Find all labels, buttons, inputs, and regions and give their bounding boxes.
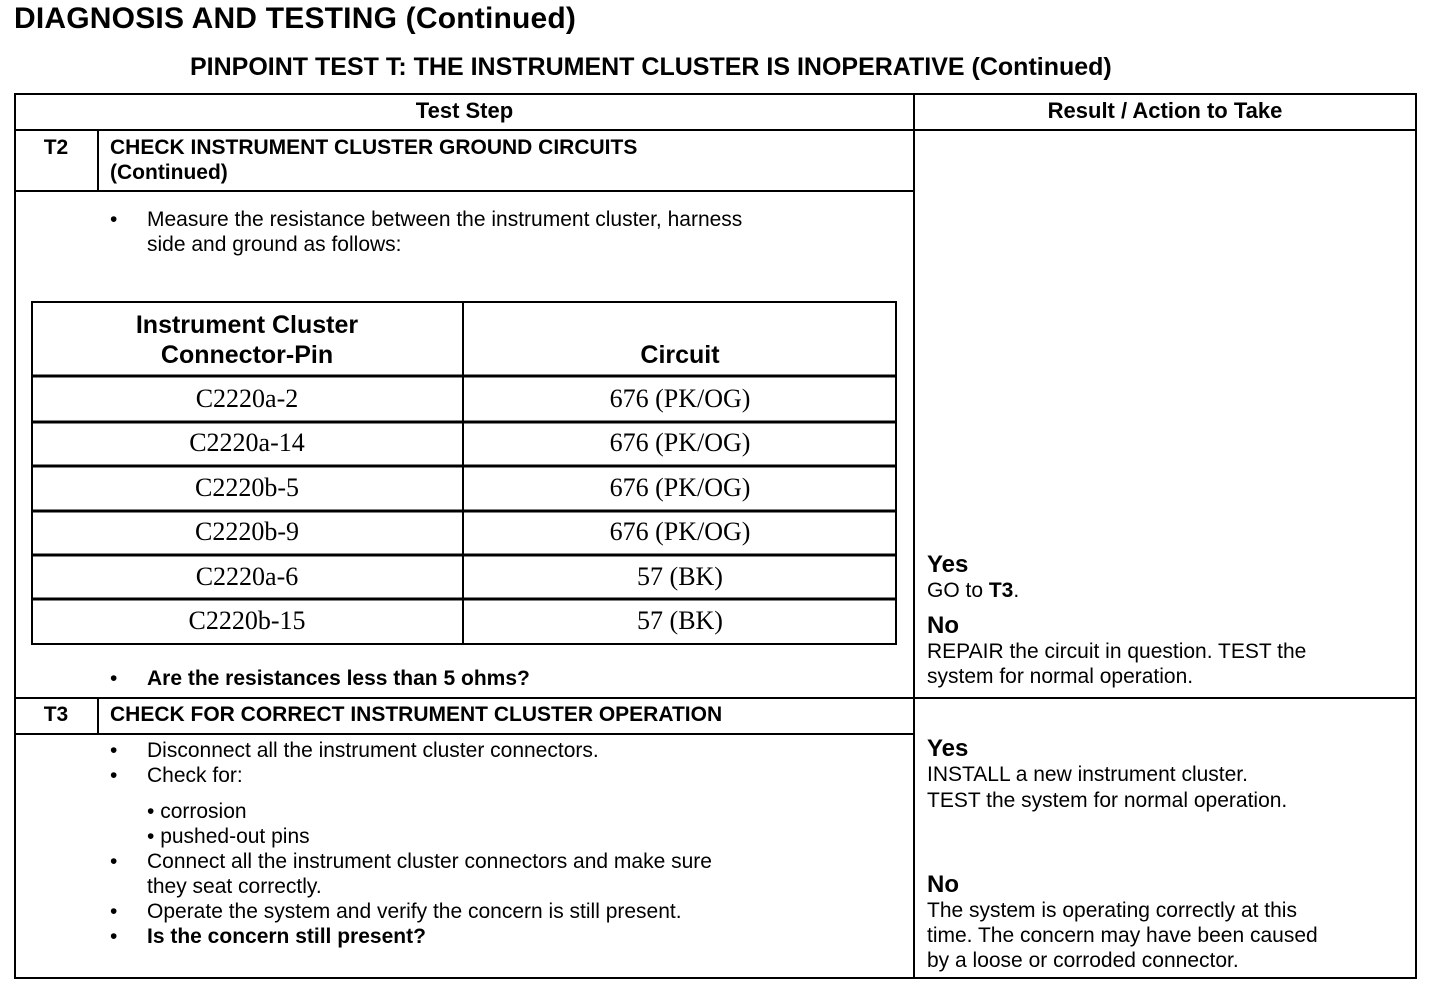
step-id-t2: T2 (43, 136, 69, 159)
step-title-t3: CHECK FOR CORRECT INSTRUMENT CLUSTER OPERATION (110, 703, 723, 726)
result-yes-label: Yes (927, 551, 969, 578)
table-cell-circuit: 676 (PK/OG) (609, 473, 751, 502)
bullet-icon: • (110, 764, 118, 787)
bullet-icon: • (110, 667, 118, 690)
result-no-label: No (927, 612, 959, 639)
bullet-icon: • (110, 900, 118, 923)
table-cell-circuit: 676 (PK/OG) (609, 428, 751, 457)
result-no-action: The system is operating correctly at this time. The concern may have been caused by a loose or corroded connector. (927, 899, 1318, 972)
step-t2-result (927, 552, 1306, 689)
step-t3-result-yes (927, 736, 1287, 813)
column-header-test-step: Test Step (415, 98, 514, 123)
result-yes-action: GO to T3. (927, 579, 1020, 602)
table-cell-pin: C2220a-2 (195, 384, 299, 413)
table-cell-pin: C2220b-5 (195, 473, 299, 502)
result-no-label: No (927, 871, 959, 898)
bullet-icon: • (110, 925, 118, 948)
column-header-result-action: Result / Action to Take (1047, 98, 1283, 123)
bullet-icon: • (110, 850, 118, 873)
step-t3-result-no (927, 872, 1318, 973)
table-cell-circuit: 57 (BK) (637, 606, 723, 635)
result-yes-label: Yes (927, 735, 969, 762)
table-header-connector-pin: Instrument Cluster Connector-Pin (135, 311, 359, 369)
table-cell-pin: C2220b-15 (188, 606, 306, 635)
step-title-t2: CHECK INSTRUMENT CLUSTER GROUND CIRCUITS (Continued) (110, 136, 638, 184)
bullet-icon: • (110, 208, 118, 231)
table-header-circuit: Circuit (640, 341, 720, 369)
table-cell-pin: C2220a-14 (189, 428, 305, 457)
step-t3-sub-bullet: • pushed-out pins (147, 825, 310, 848)
pinpoint-test-title: PINPOINT TEST T: THE INSTRUMENT CLUSTER IS INOPERATIVE (Continued) (190, 53, 1112, 81)
table-cell-circuit: 57 (BK) (637, 562, 723, 591)
table-cell-pin: C2220a-6 (195, 562, 299, 591)
step-t3-sub-bullet: • corrosion (147, 800, 247, 823)
step-id-t3: T3 (43, 703, 69, 726)
table-cell-pin: C2220b-9 (195, 517, 299, 546)
result-no-action: REPAIR the circuit in question. TEST the system for normal operation. (927, 640, 1307, 688)
result-yes-action: INSTALL a new instrument cluster. TEST the system for normal operation. (927, 763, 1288, 812)
page-title: DIAGNOSIS AND TESTING (Continued) (14, 2, 577, 35)
table-cell-circuit: 676 (PK/OG) (609, 517, 751, 546)
connector-pin-table (31, 301, 897, 645)
goto-step-link: T3 (988, 579, 1014, 602)
bullet-icon: • (110, 739, 118, 762)
table-cell-circuit: 676 (PK/OG) (609, 384, 751, 413)
